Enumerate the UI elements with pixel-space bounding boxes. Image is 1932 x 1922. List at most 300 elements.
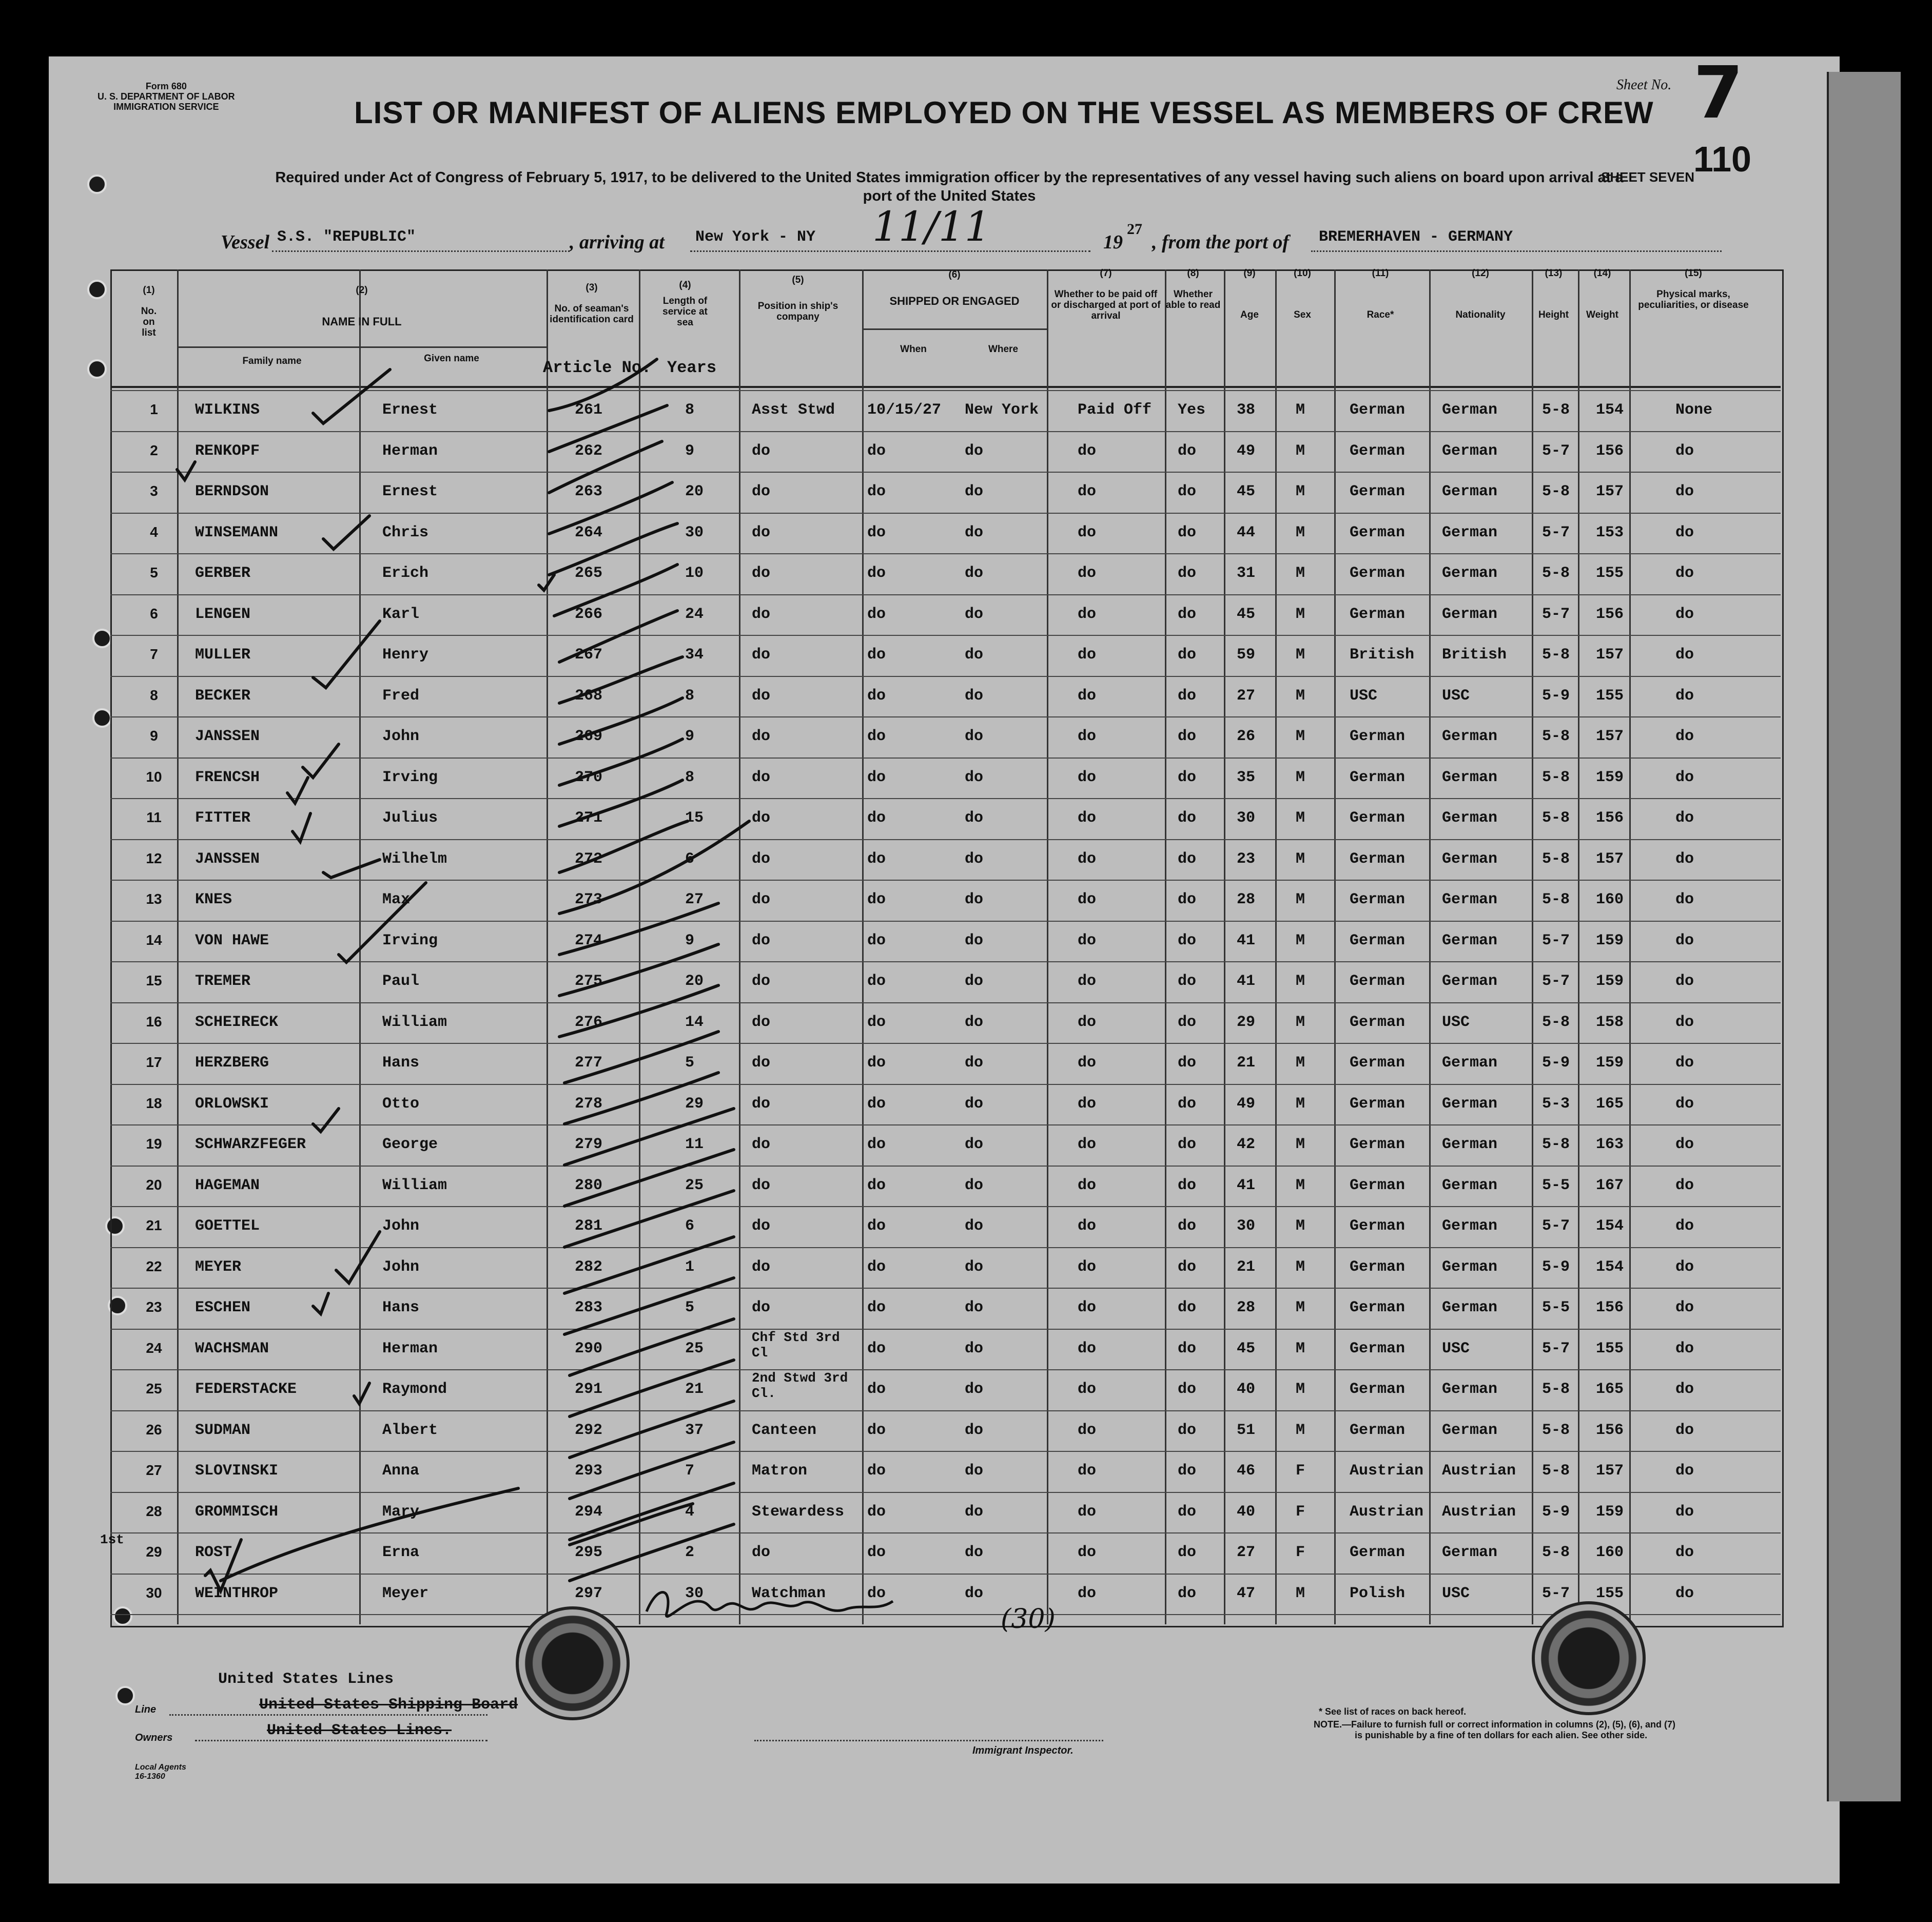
id-card: 279	[575, 1136, 603, 1153]
race: German	[1350, 809, 1406, 827]
shipped-where: do	[965, 931, 984, 949]
age: 49	[1237, 442, 1256, 460]
able-to-read: do	[1178, 1095, 1197, 1113]
family-name: ROST	[195, 1544, 232, 1561]
service-years: 30	[685, 523, 704, 541]
service-years: 14	[685, 1013, 704, 1031]
sex: M	[1296, 1136, 1305, 1153]
height: 5-7	[1542, 442, 1570, 460]
shipped-when: do	[867, 442, 886, 460]
able-to-read: do	[1178, 1544, 1197, 1561]
sheet-label: Sheet No.	[1616, 77, 1672, 93]
position: do	[752, 1095, 771, 1113]
physical-marks: do	[1675, 1136, 1694, 1153]
id-card: 291	[575, 1381, 603, 1398]
shipped-when: do	[867, 809, 886, 827]
weight: 160	[1596, 891, 1624, 908]
position: Asst Stwd	[752, 401, 835, 419]
service-years: 9	[685, 728, 695, 745]
nationality: German	[1442, 973, 1498, 990]
race: German	[1350, 1013, 1406, 1031]
physical-marks: do	[1675, 1584, 1694, 1602]
family-name: WEINTHROP	[195, 1584, 279, 1602]
weight: 160	[1596, 1544, 1624, 1561]
id-card: 274	[575, 931, 603, 949]
given-name: Ernest	[382, 483, 438, 500]
height: 5-7	[1542, 523, 1570, 541]
sex: M	[1296, 687, 1305, 705]
shipped-when: do	[867, 1503, 886, 1521]
race: German	[1350, 1176, 1406, 1194]
service-years: 27	[685, 891, 704, 908]
age: 27	[1237, 687, 1256, 705]
col-header-read: (8) Whether able to read	[1165, 268, 1221, 310]
id-card: 290	[575, 1339, 603, 1357]
shipped-when: do	[867, 1258, 886, 1276]
nationality: German	[1442, 1381, 1498, 1398]
shipped-when: 10/15/27	[867, 401, 942, 419]
shipped-where: do	[965, 1013, 984, 1031]
physical-marks: do	[1675, 1381, 1694, 1398]
shipped-when: do	[867, 768, 886, 786]
row-number: 7	[150, 646, 158, 662]
weight: 155	[1596, 687, 1624, 705]
agents-label: Local Agents 16-1360	[135, 1763, 186, 1781]
physical-marks: do	[1675, 1217, 1694, 1235]
col-header-marks: (15) Physical marks, peculiarities, or disease	[1638, 268, 1749, 310]
family-name: KNES	[195, 891, 232, 908]
position: Matron	[752, 1462, 808, 1480]
nationality: German	[1442, 728, 1498, 745]
card-header-value: Article No.	[543, 358, 652, 377]
nationality: German	[1442, 1136, 1498, 1153]
able-to-read: do	[1178, 768, 1197, 786]
paid-off: do	[1078, 646, 1097, 664]
shipped-when: do	[867, 565, 886, 582]
physical-marks: do	[1675, 483, 1694, 500]
paid-off: do	[1078, 1013, 1097, 1031]
height: 5-9	[1542, 687, 1570, 705]
shipped-when: do	[867, 687, 886, 705]
service-years: 2	[685, 1544, 695, 1561]
position: 2nd Stwd 3rd Cl.	[752, 1370, 848, 1401]
position: do	[752, 1054, 771, 1072]
id-card: 276	[575, 1013, 603, 1031]
race: USC	[1350, 687, 1378, 705]
able-to-read: do	[1178, 483, 1197, 500]
age: 41	[1237, 931, 1256, 949]
sheet-extra-number: 110	[1693, 139, 1751, 179]
arriving-port: New York - NY	[695, 228, 816, 246]
physical-marks: do	[1675, 1176, 1694, 1194]
family-name: GERBER	[195, 565, 251, 582]
shipped-where: do	[965, 483, 984, 500]
paid-off: do	[1078, 442, 1097, 460]
nationality: USC	[1442, 1584, 1470, 1602]
family-name: GOETTEL	[195, 1217, 260, 1235]
height: 5-8	[1542, 1136, 1570, 1153]
given-name: George	[382, 1136, 438, 1153]
height: 5-5	[1542, 1299, 1570, 1316]
family-name: HAGEMAN	[195, 1176, 260, 1194]
family-name: VON HAWE	[195, 931, 269, 949]
race: German	[1350, 442, 1406, 460]
family-name: JANSSEN	[195, 850, 260, 868]
position: do	[752, 809, 771, 827]
row-number: 3	[150, 483, 158, 499]
able-to-read: do	[1178, 605, 1197, 623]
service-years: 30	[685, 1584, 704, 1602]
id-card: 271	[575, 809, 603, 827]
weight: 159	[1596, 973, 1624, 990]
able-to-read: do	[1178, 1339, 1197, 1357]
given-name: Hans	[382, 1054, 420, 1072]
paid-off: do	[1078, 1421, 1097, 1439]
nationality: German	[1442, 931, 1498, 949]
nationality: German	[1442, 442, 1498, 460]
col-header-family: Family name	[242, 356, 302, 366]
row-number: 24	[146, 1339, 162, 1356]
sex: F	[1296, 1503, 1305, 1521]
position: do	[752, 728, 771, 745]
family-name: FRENCSH	[195, 768, 260, 786]
sex: M	[1296, 1095, 1305, 1113]
age: 46	[1237, 1462, 1256, 1480]
row-number: 8	[150, 687, 158, 703]
height: 5-7	[1542, 931, 1570, 949]
given-name: Meyer	[382, 1584, 429, 1602]
race: German	[1350, 1258, 1406, 1276]
race: German	[1350, 1544, 1406, 1561]
position: do	[752, 483, 771, 500]
sex: M	[1296, 891, 1305, 908]
consulate-seal-right	[1532, 1601, 1646, 1715]
paid-off: do	[1078, 1381, 1097, 1398]
sex: M	[1296, 442, 1305, 460]
shipped-when: do	[867, 1176, 886, 1194]
weight: 158	[1596, 1013, 1624, 1031]
shipped-where: do	[965, 1339, 984, 1357]
weight: 156	[1596, 442, 1624, 460]
race: German	[1350, 1381, 1406, 1398]
id-card: 283	[575, 1299, 603, 1316]
row-number: 18	[146, 1095, 162, 1111]
nationality: Austrian	[1442, 1503, 1516, 1521]
family-name: SUDMAN	[195, 1421, 251, 1439]
age: 21	[1237, 1258, 1256, 1276]
physical-marks: do	[1675, 523, 1694, 541]
weight: 157	[1596, 728, 1624, 745]
row-number: 11	[146, 809, 162, 825]
paid-off: do	[1078, 728, 1097, 745]
col-header-age: (9) Age	[1240, 268, 1259, 320]
position: do	[752, 565, 771, 582]
paid-off: do	[1078, 768, 1097, 786]
able-to-read: do	[1178, 1136, 1197, 1153]
nationality: German	[1442, 1176, 1498, 1194]
height: 5-8	[1542, 1462, 1570, 1480]
shipped-when: do	[867, 850, 886, 868]
service-years: 20	[685, 483, 704, 500]
id-card: 265	[575, 565, 603, 582]
inspector-signature-scribble	[641, 1581, 898, 1627]
race: German	[1350, 1299, 1406, 1316]
service-years: 25	[685, 1339, 704, 1357]
row-number: 4	[150, 523, 158, 540]
id-card: 267	[575, 646, 603, 664]
total-count: (30)	[1001, 1604, 1056, 1635]
able-to-read: do	[1178, 891, 1197, 908]
position: Canteen	[752, 1421, 817, 1439]
shipped-when: do	[867, 973, 886, 990]
family-name: SCHEIRECK	[195, 1013, 279, 1031]
row-number: 6	[150, 605, 158, 622]
physical-marks: do	[1675, 973, 1694, 990]
given-name: Hans	[382, 1299, 420, 1316]
physical-marks: do	[1675, 809, 1694, 827]
paid-off: do	[1078, 1299, 1097, 1316]
weight: 156	[1596, 809, 1624, 827]
margin-note: 1st	[100, 1532, 124, 1547]
shipped-when: do	[867, 1054, 886, 1072]
shipped-when: do	[867, 483, 886, 500]
height: 5-8	[1542, 891, 1570, 908]
sex: M	[1296, 1013, 1305, 1031]
physical-marks: do	[1675, 1013, 1694, 1031]
shipped-where: do	[965, 687, 984, 705]
weight: 159	[1596, 931, 1624, 949]
race: German	[1350, 768, 1406, 786]
shipped-where: do	[965, 891, 984, 908]
height: 5-7	[1542, 1217, 1570, 1235]
given-name: Henry	[382, 646, 429, 664]
able-to-read: do	[1178, 850, 1197, 868]
able-to-read: do	[1178, 1054, 1197, 1072]
age: 49	[1237, 1095, 1256, 1113]
paid-off: do	[1078, 1136, 1097, 1153]
weight: 155	[1596, 1339, 1624, 1357]
row-number: 16	[146, 1013, 162, 1030]
age: 26	[1237, 728, 1256, 745]
given-name: Erna	[382, 1544, 420, 1561]
paid-off: Paid Off	[1078, 401, 1152, 419]
row-number: 27	[146, 1462, 162, 1478]
able-to-read: do	[1178, 1217, 1197, 1235]
service-years: 9	[685, 442, 695, 460]
col-header-no: (1) No. on list	[141, 285, 157, 338]
shipped-when: do	[867, 1136, 886, 1153]
physical-marks: do	[1675, 1258, 1694, 1276]
shipped-where: do	[965, 768, 984, 786]
nationality: German	[1442, 1054, 1498, 1072]
position: do	[752, 442, 771, 460]
id-card: 261	[575, 401, 603, 419]
race: German	[1350, 401, 1406, 419]
height: 5-7	[1542, 605, 1570, 623]
nationality: German	[1442, 1217, 1498, 1235]
given-name: William	[382, 1013, 447, 1031]
shipped-where: do	[965, 1217, 984, 1235]
row-number: 5	[150, 565, 158, 580]
id-card: 293	[575, 1462, 603, 1480]
paid-off: do	[1078, 605, 1097, 623]
paid-off: do	[1078, 850, 1097, 868]
service-years: 8	[685, 401, 695, 419]
col-header-position: (5) Position in ship's company	[757, 275, 838, 322]
row-number: 9	[150, 728, 158, 744]
nationality: German	[1442, 850, 1498, 868]
shipped-where: do	[965, 1136, 984, 1153]
service-years: 4	[685, 1503, 695, 1521]
paid-off: do	[1078, 1462, 1097, 1480]
physical-marks: do	[1675, 850, 1694, 868]
page-title: LIST OR MANIFEST OF ALIENS EMPLOYED ON THE VESSEL AS MEMBERS OF CREW	[354, 95, 1654, 130]
sex: M	[1296, 605, 1305, 623]
family-name: ORLOWSKI	[195, 1095, 269, 1113]
paid-off: do	[1078, 687, 1097, 705]
able-to-read: do	[1178, 931, 1197, 949]
nationality: German	[1442, 1299, 1498, 1316]
able-to-read: do	[1178, 1299, 1197, 1316]
id-card: 273	[575, 891, 603, 908]
paid-off: do	[1078, 1544, 1097, 1561]
row-number: 20	[146, 1176, 162, 1193]
height: 5-8	[1542, 1421, 1570, 1439]
shipped-where: do	[965, 1503, 984, 1521]
service-years: 6	[685, 1217, 695, 1235]
age: 51	[1237, 1421, 1256, 1439]
service-years: 21	[685, 1381, 704, 1398]
nationality: German	[1442, 768, 1498, 786]
position: do	[752, 1299, 771, 1316]
position: do	[752, 973, 771, 990]
nationality: German	[1442, 809, 1498, 827]
height: 5-9	[1542, 1503, 1570, 1521]
able-to-read: do	[1178, 1421, 1197, 1439]
weight: 154	[1596, 1217, 1624, 1235]
race: German	[1350, 891, 1406, 908]
height: 5-8	[1542, 809, 1570, 827]
family-name: BECKER	[195, 687, 251, 705]
paid-off: do	[1078, 1503, 1097, 1521]
position: do	[752, 523, 771, 541]
sex: F	[1296, 1544, 1305, 1561]
service-years: 5	[685, 1299, 695, 1316]
race: German	[1350, 1054, 1406, 1072]
row-number: 25	[146, 1381, 162, 1396]
weight: 156	[1596, 1299, 1624, 1316]
shipped-where: do	[965, 523, 984, 541]
paid-off: do	[1078, 973, 1097, 990]
id-card: 280	[575, 1176, 603, 1194]
able-to-read: do	[1178, 687, 1197, 705]
id-card: 292	[575, 1421, 603, 1439]
weight: 154	[1596, 401, 1624, 419]
given-name: John	[382, 728, 420, 745]
family-name: SLOVINSKI	[195, 1462, 279, 1480]
vessel-name: S.S. "REPUBLIC"	[277, 228, 416, 246]
physical-marks: do	[1675, 1544, 1694, 1561]
sheet-number: 7	[1693, 51, 1744, 135]
id-card: 269	[575, 728, 603, 745]
col-header-race: (11) Race*	[1367, 268, 1394, 320]
physical-marks: do	[1675, 931, 1694, 949]
race: German	[1350, 1136, 1406, 1153]
position: do	[752, 1176, 771, 1194]
service-years: 37	[685, 1421, 704, 1439]
weight: 157	[1596, 483, 1624, 500]
row-number: 29	[146, 1544, 162, 1560]
sex: M	[1296, 931, 1305, 949]
family-name: MULLER	[195, 646, 251, 664]
from-label: , from the port of	[1152, 231, 1290, 253]
nationality: USC	[1442, 1013, 1470, 1031]
family-name: FITTER	[195, 809, 251, 827]
owners-value: United States Lines.	[267, 1722, 452, 1739]
age: 45	[1237, 605, 1256, 623]
race: German	[1350, 728, 1406, 745]
position: do	[752, 891, 771, 908]
sex: M	[1296, 523, 1305, 541]
shipped-when: do	[867, 891, 886, 908]
shipped-where: do	[965, 605, 984, 623]
nationality: German	[1442, 1258, 1498, 1276]
nationality: German	[1442, 565, 1498, 582]
id-card: 282	[575, 1258, 603, 1276]
given-name: Chris	[382, 523, 429, 541]
id-card: 277	[575, 1054, 603, 1072]
paid-off: do	[1078, 1258, 1097, 1276]
weight: 157	[1596, 850, 1624, 868]
paid-off: do	[1078, 1584, 1097, 1602]
id-card: 264	[575, 523, 603, 541]
shipped-where: do	[965, 565, 984, 582]
weight: 156	[1596, 1421, 1624, 1439]
position: do	[752, 1258, 771, 1276]
able-to-read: do	[1178, 728, 1197, 745]
age: 27	[1237, 1544, 1256, 1561]
service-years: 11	[685, 1136, 704, 1153]
age: 38	[1237, 401, 1256, 419]
service-years: 5	[685, 1054, 695, 1072]
row-number: 2	[150, 442, 158, 458]
age: 30	[1237, 1217, 1256, 1235]
physical-marks: do	[1675, 565, 1694, 582]
given-name: Max	[382, 891, 411, 908]
position: do	[752, 1013, 771, 1031]
sex: M	[1296, 483, 1305, 500]
age: 30	[1237, 809, 1256, 827]
sex: M	[1296, 728, 1305, 745]
height: 5-8	[1542, 1013, 1570, 1031]
shipped-when: do	[867, 728, 886, 745]
age: 35	[1237, 768, 1256, 786]
age: 42	[1237, 1136, 1256, 1153]
paid-off: do	[1078, 1339, 1097, 1357]
sex: M	[1296, 850, 1305, 868]
service-years: 34	[685, 646, 704, 664]
height: 5-7	[1542, 1584, 1570, 1602]
given-name: Karl	[382, 605, 420, 623]
shipped-when: do	[867, 1217, 886, 1235]
sex: M	[1296, 1054, 1305, 1072]
row-number: 13	[146, 891, 162, 907]
able-to-read: Yes	[1178, 401, 1206, 419]
shipped-when: do	[867, 605, 886, 623]
shipped-where: do	[965, 1544, 984, 1561]
given-name: Herman	[382, 1339, 438, 1357]
physical-marks: do	[1675, 1054, 1694, 1072]
